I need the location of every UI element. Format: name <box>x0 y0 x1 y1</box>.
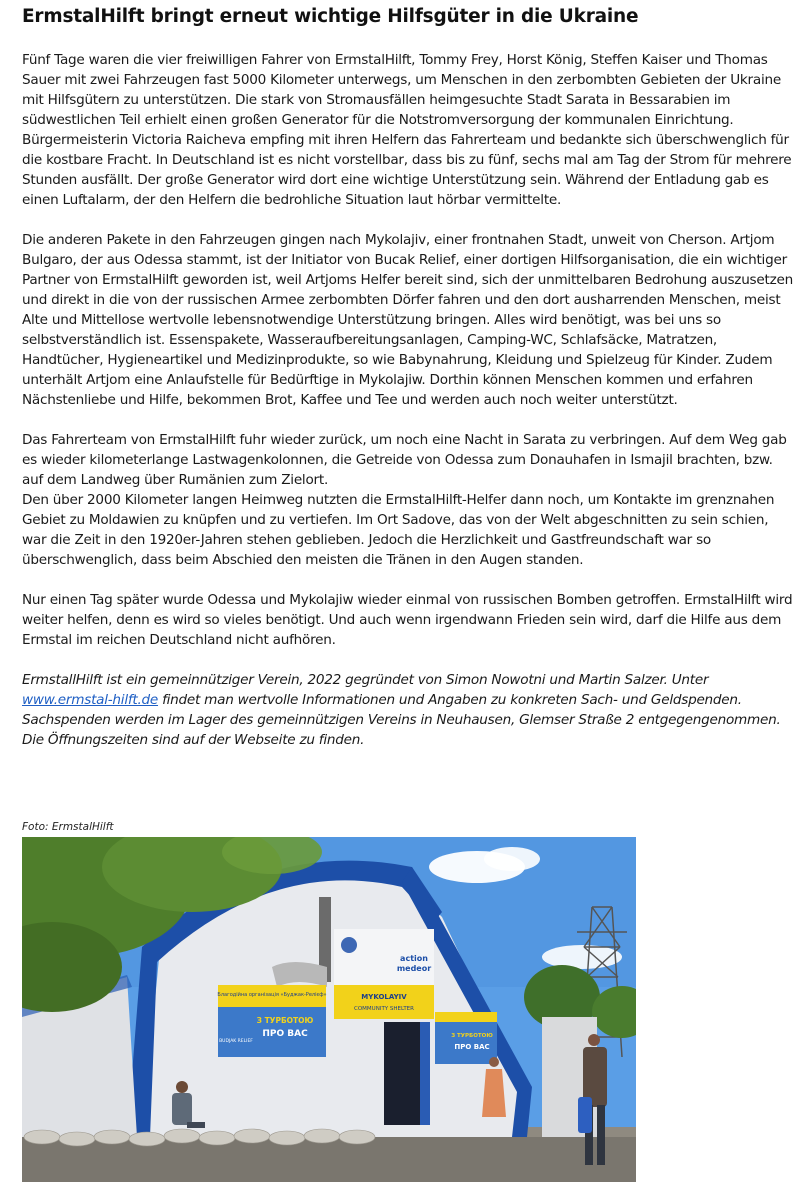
paragraph: Den über 2000 Kilometer langen Heimweg nutzten die ErmstalHilft-Helfer dann noch, um Kontakte im grenznahen Gebiet zu Moldawien zu knüpfen und zu vertiefen. Im Ort Sadove, das von der Welt abgeschnitten zu sein schien, war die Zeit in den 1920er-Jahren stehen geblieben. Jedoch die Herzlichkeit und Gastfreundschaft war so überschwenglich, dass beim Abschied den meisten die Tränen in den Augen standen. <box>22 492 775 568</box>
article-body <box>22 50 794 770</box>
association-info <box>22 670 794 750</box>
center-sign-2: COMMUNITY SHELTER <box>354 1006 414 1012</box>
banner-right-main-2: ПРО ВАС <box>454 1043 490 1051</box>
center-sign-1: MYKOLAYIV <box>361 993 407 1001</box>
website-link[interactable]: www.ermstal-hilft.de <box>22 692 159 708</box>
photo-caption: Foto: ErmstalHilft <box>22 821 114 833</box>
banner-left-top: Благодійна організація «Буджак-Релієф» <box>217 992 327 998</box>
banner-left-main-2: ПРО ВАС <box>262 1029 308 1039</box>
paragraph: Fünf Tage waren die vier freiwilligen Fahrer von ErmstalHilft, Tommy Frey, Horst König, Steffen Kaiser und Thomas Sauer mit zwei Fahrzeugen fast 5000 Kilometer unterwegs, um Menschen in den zerbombten Gebieten der Ukraine mit Hilfsgütern zu unterstützen. Die stark von Stromausfällen heimgesuchte Stadt Sarata in Bessarabien im südwestlichen Teil erhielt einen großen Generator für die Notstromversorgung der kommunalen Einrichtung. Bürgermeisterin Victoria Raicheva empfing mit ihren Helfern das Fahrerteam und bedankte sich überschwenglich für die kostbare Fracht. In Deutschland ist es nicht vorstellbar, dass bis zu fünf, sechs mal am Tag der Strom für mehrere Stunden ausfällt. Der große Generator wird dort eine wichtige Unterstützung sein. Während der Entladung gab es einen Luftalarm, der den Helfern die bedrohliche Situation laut hörbar vermittelte. <box>22 52 792 208</box>
info-text: ErmstallHilft ist ein gemeinnütziger Verein, 2022 gegründet von Simon Nowotni und Martin Salzer. Unter <box>22 672 709 688</box>
center-logo-1: action <box>400 954 428 963</box>
paragraph: Die anderen Pakete in den Fahrzeugen gingen nach Mykolajiv, einer frontnahen Stadt, unweit von Cherson. Artjom Bulgaro, der aus Odessa stammt, ist der Initiator von Bucak Relief, einer dortigen Hilfsorganisation, die ein wichtiger Partner von ErmstalHilft geworden ist, weil Artjoms Helfer bereit sind, sich der unmittelbaren Bedrohung auszusetzen und direkt in die von der russischen Armee zerbombten Dörfer fahren und den dort ausharrenden Menschen, meist Alte und Mittellose wertvolle lebensnotwendige Unterstützung bringen. Alles wird benötigt, was bei uns so selbstverständlich ist. Essenspakete, Wasseraufbereitungsanlagen, Camping-WC, Schlafsäcke, Matratzen, Handtücher, Hygieneartikel und Medizinprodukte, so wie Babynahrung, Kleidung und Spielzeug für Kinder. Zudem unterhält Artjom eine Anlaufstelle für Bedürftige in Mykolajiw. Dorthin können Menschen kommen und erfahren Nächstenliebe und Hilfe, bekommen Brot, Kaffee und Tee und werden auch noch weiter unterstützt. <box>22 232 793 408</box>
tent-photo <box>22 837 636 1182</box>
paragraph: Das Fahrerteam von ErmstalHilft fuhr wieder zurück, um noch eine Nacht in Sarata zu verbringen. Auf dem Weg gab es wieder kilometerlange Lastwagenkolonnen, die Getreide von Odessa zum Donauhafen in Ismajil brachten, bzw. auf dem Landweg über Rumänien zum Zielort. <box>22 432 787 488</box>
info-text: findet man wertvolle Informationen und Angaben zu konkreten Sach- und Geldspenden. Sachspenden werden im Lager des gemeinnützigen Vereins in Neuhausen, Glemser Straße 2 entgegengenommen. Die Öffnungszeiten sind auf der Webseite zu finden. <box>22 692 781 748</box>
paragraph: Nur einen Tag später wurde Odessa und Mykolajiw wieder einmal von russischen Bomben getroffen. ErmstalHilft wird weiter helfen, denn es wird so vieles benötigt. Und auch wenn irgendwann Frieden sein wird, darf die Hilfe aus dem Ermstal im reichen Deutschland nicht aufhören. <box>22 592 793 648</box>
banner-left-logo: BUDJAK RELIEF <box>219 1039 253 1044</box>
banner-right-main-1: З ТУРБОТОЮ <box>451 1033 493 1039</box>
center-logo-2: medeor <box>396 964 432 973</box>
article-title: ErmstalHilft bringt erneut wichtige Hilfsgüter in die Ukraine <box>22 6 639 27</box>
banner-left-main-1: З ТУРБОТОЮ <box>256 1016 314 1025</box>
